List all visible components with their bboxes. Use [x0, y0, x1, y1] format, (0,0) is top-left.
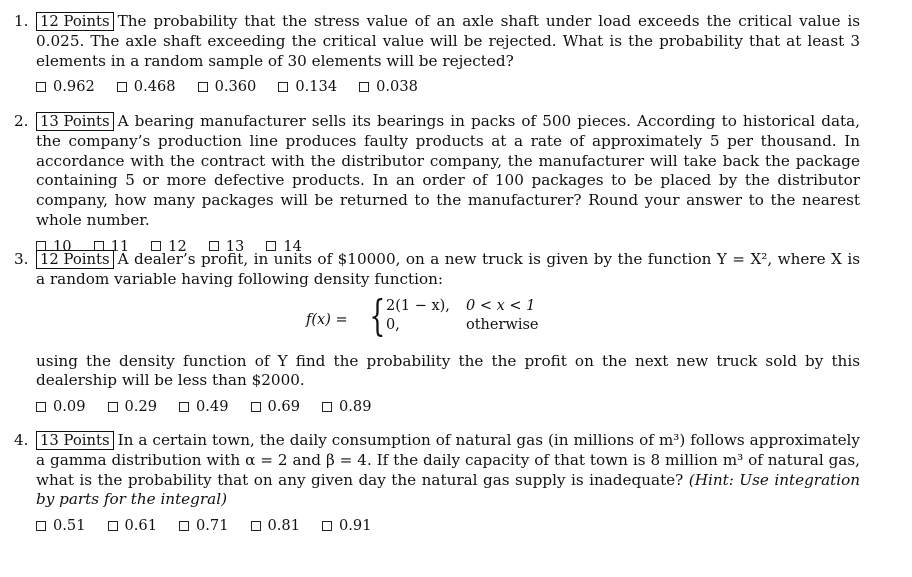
- question-number: 4.: [14, 431, 29, 449]
- answer-options: [36, 78, 860, 95]
- question-number: 2.: [14, 112, 29, 130]
- formula-case1-cond: 0 < x < 1: [466, 297, 536, 314]
- formula-case1-expr: 2(1 − x),: [386, 297, 450, 314]
- question-text: The probability that the stress value of an axle shaft under load exceeds the critical value is 0.025. The axle shaft exceeding the critical value will be rejected. What is the probability that at least 3 elements in a random sample of 30 elements will be rejected?: [36, 12, 860, 70]
- checkbox-icon[interactable]: [322, 521, 332, 531]
- option-a[interactable]: [36, 398, 86, 415]
- checkbox-icon[interactable]: [179, 521, 189, 531]
- formula-case2-cond: otherwise: [466, 316, 539, 333]
- option-label: 0.71: [196, 517, 229, 535]
- option-label: 0.360: [214, 78, 257, 96]
- formula-lhs: f(x) =: [306, 311, 348, 328]
- option-label: 0.134: [295, 78, 338, 96]
- option-c[interactable]: [179, 398, 229, 415]
- option-a[interactable]: [36, 517, 86, 534]
- option-c[interactable]: [198, 78, 257, 95]
- question-3: [14, 250, 860, 415]
- option-d[interactable]: [251, 517, 301, 534]
- option-c[interactable]: [179, 517, 229, 534]
- question-1: [14, 12, 860, 95]
- checkbox-icon[interactable]: [36, 521, 46, 531]
- option-label: 0.91: [339, 517, 372, 535]
- checkbox-icon[interactable]: [251, 402, 261, 412]
- checkbox-icon[interactable]: [278, 82, 288, 92]
- question-number: 3.: [14, 250, 29, 268]
- checkbox-icon[interactable]: [359, 82, 369, 92]
- points-badge: 13 Points: [36, 431, 114, 450]
- density-formula: [14, 290, 860, 348]
- checkbox-icon[interactable]: [198, 82, 208, 92]
- question-text: A bearing manufacturer sells its bearings in packs of 500 pieces. According to historical data, the company’s production line produces faulty products at a rate of approximately 5 per thousand. In accordance with the contract with the distributor company, the manufacturer will take back the package containing 5 or more defective products. In an order of 100 packages to be placed by the distributor company, how many packages will be returned to the manufacturer? Round your answer to the nearest whole number.: [36, 112, 860, 229]
- points-badge: 12 Points: [36, 12, 114, 31]
- checkbox-icon[interactable]: [322, 402, 332, 412]
- formula-case2-expr: 0,: [386, 316, 400, 333]
- option-a[interactable]: [36, 78, 95, 95]
- option-e[interactable]: [359, 78, 418, 95]
- option-label: 0.89: [339, 398, 372, 416]
- option-label: 12: [168, 237, 187, 255]
- question-text-continued: using the density function of Y find the probability the the profit on the next new truck sold by this dealership will be less than $2000.: [36, 351, 860, 390]
- option-label: 0.49: [196, 398, 229, 416]
- question-text: A dealer’s profit, in units of $10000, on a new truck is given by the function Y = X², where X is a random variable having following density function:: [36, 250, 860, 288]
- checkbox-icon[interactable]: [108, 521, 118, 531]
- question-text: In a certain town, the daily consumption of natural gas (in millions of m³) follows approximately a gamma distribution with α = 2 and β = 4. If the daily capacity of that town is 8 million m³ of natural gas, what is the probability that on any given day the natural gas supply is inadequate?: [36, 431, 860, 489]
- option-label: 0.962: [53, 78, 95, 96]
- option-label: 0.81: [267, 517, 300, 535]
- question-hint: (Hint: Use integration by parts for the integral): [36, 470, 861, 509]
- option-label: 0.29: [124, 398, 157, 416]
- option-b[interactable]: [117, 78, 176, 95]
- option-label: 13: [225, 237, 245, 255]
- question-4: [14, 431, 860, 534]
- option-label: 0.51: [53, 517, 86, 535]
- option-label: 10: [53, 237, 72, 255]
- option-label: 0.468: [133, 78, 176, 96]
- option-e[interactable]: [322, 398, 372, 415]
- option-b[interactable]: [108, 398, 158, 415]
- checkbox-icon[interactable]: [108, 402, 118, 412]
- brace-icon: {: [369, 290, 386, 340]
- points-badge: 13 Points: [36, 112, 114, 131]
- option-d[interactable]: [278, 78, 337, 95]
- question-2: [14, 112, 860, 255]
- option-label: 0.61: [124, 517, 157, 535]
- question-number: 1.: [14, 12, 29, 30]
- checkbox-icon[interactable]: [251, 521, 261, 531]
- checkbox-icon[interactable]: [36, 402, 46, 412]
- option-label: 0.09: [53, 398, 86, 416]
- checkbox-icon[interactable]: [179, 402, 189, 412]
- points-badge: 12 Points: [36, 250, 114, 269]
- checkbox-icon[interactable]: [117, 82, 127, 92]
- checkbox-icon[interactable]: [36, 82, 46, 92]
- option-b[interactable]: [108, 517, 158, 534]
- option-d[interactable]: [251, 398, 301, 415]
- option-label: 14: [283, 237, 302, 255]
- option-label: 0.038: [376, 78, 418, 96]
- answer-options: [36, 517, 860, 534]
- option-label: 0.69: [267, 398, 300, 416]
- option-e[interactable]: [322, 517, 372, 534]
- answer-options: [36, 398, 860, 415]
- option-label: 11: [110, 237, 130, 255]
